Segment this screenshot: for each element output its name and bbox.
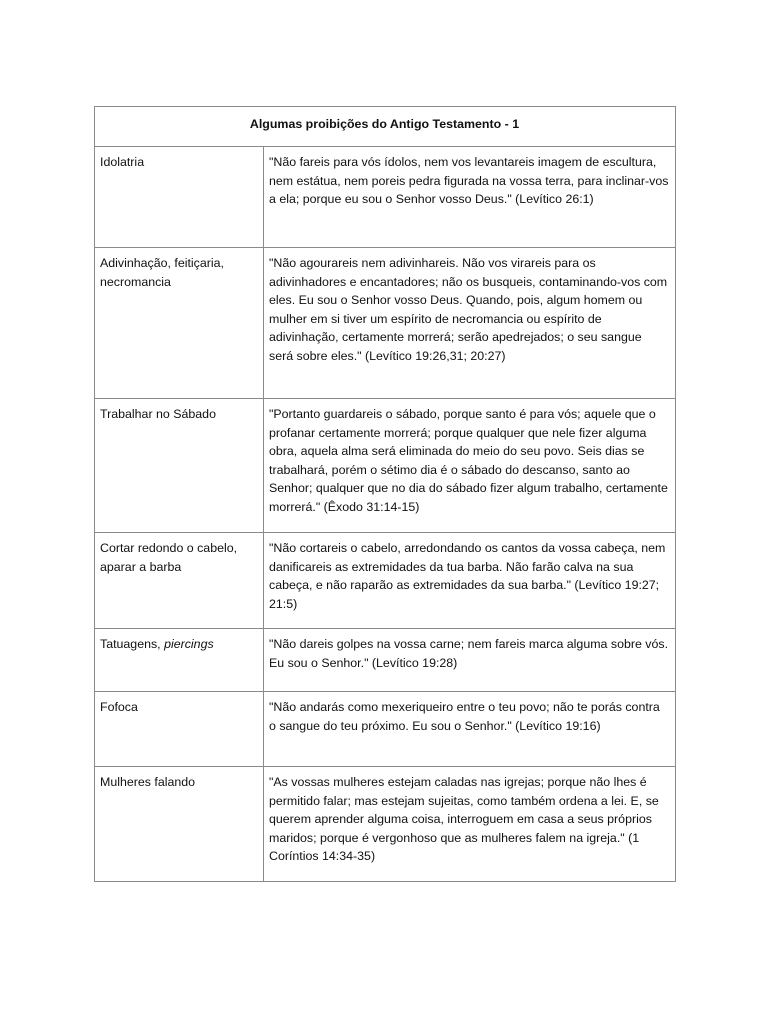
table-title-row [95,107,676,147]
quote-cell: "Portanto guardareis o sábado, porque santo é para vós; aquele que o profanar certamente morrerá; porque qualquer que nele fizer alguma obra, aquela alma será eliminada do meio do seu povo. Seis dias se trabalhará, porém o sétimo dia é o sábado do descanso, santo ao Senhor; qualquer que no dia do sábado fizer algum trabalho, certamente morrerá." (Êxodo 31:14-15) [264,399,676,533]
table-row [95,533,676,629]
topic-text: Trabalhar no Sábado [100,407,216,421]
quote-cell: "Não agourareis nem adivinhareis. Não vos virareis para os adivinhadores e encantadores; não os busqueis, contaminando-vos com eles. Eu sou o Senhor vosso Deus. Quando, pois, algum homem ou mulher em si tiver um espírito de necromancia ou espírito de adivinhação, certamente morrerá; serão apedrejados; o seu sangue será sobre eles." (Levítico 19:26,31; 20:27) [264,248,676,399]
topic-text: Adivinhação, feitiçaria, necromancia [100,256,224,289]
table-title: Algumas proibições do Antigo Testamento - 1 [95,107,676,147]
topic-text: Idolatria [100,155,145,169]
quote-cell: "Não dareis golpes na vossa carne; nem fareis marca alguma sobre vós. Eu sou o Senhor." (Levítico 19:28) [264,629,676,692]
topic-text: Fofoca [100,700,138,714]
topic-cell [95,533,264,629]
topic-text: Tatuagens, [100,637,165,651]
quote-cell: "Não cortareis o cabelo, arredondando os cantos da vossa cabeça, nem danificareis as extremidades da tua barba. Não farão calva na sua cabeça, e não raparão as extremidades da sua barba." (Levítico 19:27; 21:5) [264,533,676,629]
topic-cell [95,147,264,248]
table-row [95,399,676,533]
topic-italic-text: piercings [164,637,214,651]
topic-cell [95,629,264,692]
prohibitions-table [94,106,676,882]
table-row [95,692,676,767]
table-row [95,248,676,399]
table-row [95,147,676,248]
topic-cell [95,692,264,767]
quote-cell: "Não fareis para vós ídolos, nem vos levantareis imagem de escultura, nem estátua, nem poreis pedra figurada na vossa terra, para inclinar-vos a ela; porque eu sou o Senhor vosso Deus." (Levítico 26:1) [264,147,676,248]
table-row [95,629,676,692]
quote-cell: "Não andarás como mexeriqueiro entre o teu povo; não te porás contra o sangue do teu próximo. Eu sou o Senhor." (Levítico 19:16) [264,692,676,767]
quote-cell: "As vossas mulheres estejam caladas nas igrejas; porque não lhes é permitido falar; mas estejam sujeitas, como também ordena a lei. E, se querem aprender alguma coisa, interroguem em casa a seus próprios maridos; porque é vergonhoso que as mulheres falem na igreja." (1 Coríntios 14:34-35) [264,767,676,882]
topic-cell [95,248,264,399]
topic-text: Mulheres falando [100,775,196,789]
topic-cell [95,399,264,533]
topic-text: Cortar redondo o cabelo, aparar a barba [100,541,238,574]
table-row [95,767,676,882]
topic-cell [95,767,264,882]
